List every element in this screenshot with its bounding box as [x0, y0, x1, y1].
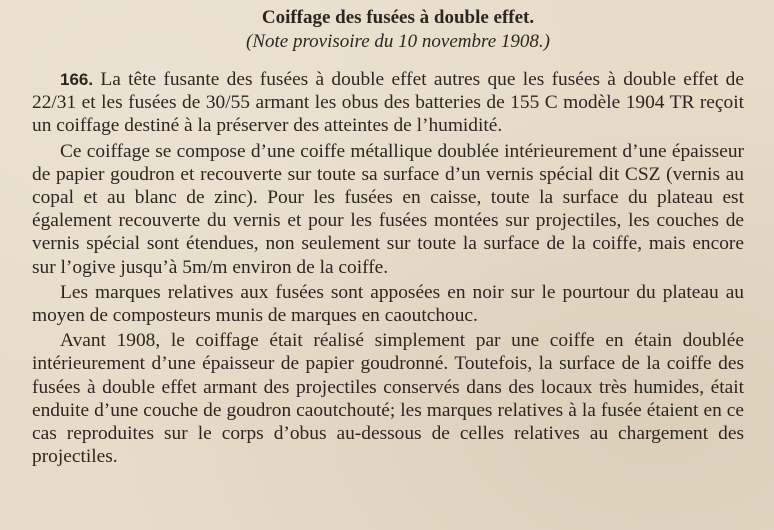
- paragraph-text: Avant 1908, le coiffage était réalisé simplement par une coiffe en étain doublée intérieurement d’une épaisseur de papier goudronné. Toutefois, la surface de la coiffe des fusées à double effet armant des projectiles conservés dans des locaux très humides, était enduite d’une couche de goudron caoutchouté; les marques relatives à la fusée étaient en ce cas reproduites sur le corps d’obus au-dessous de celles relatives au chargement des projectiles.: [32, 330, 744, 468]
- paragraph-2: [32, 140, 744, 279]
- paragraph-text: Ce coiffage se compose d’une coiffe métallique doublée intérieurement d’une épaisseur de papier goudron et recouverte sur toute sa surface d’un vernis spécial dit CSZ (vernis au copal et au blanc de zinc). Pour les fusées en caisse, toute la surface du plateau est également recouverte du vernis et pour les fusées montées sur projectiles, les couches de vernis spécial sont étendues, non seulement sur toute la surface de la coiffe, mais encore sur l’ogive jusqu’à 5m/m environ de la coiffe.: [32, 140, 744, 278]
- paragraph-text: La tête fusante des fusées à double effet autres que les fusées à double effet de 22/31 et les fusées de 30/55 armant les obus des batteries de 155 C modèle 1904 TR reçoit un coiffage destiné à la préserver des atteintes de l’humidité.: [32, 69, 744, 137]
- page-title: Coiffage des fusées à double effet.: [261, 7, 535, 28]
- paragraph-text: Les marques relatives aux fusées sont apposées en noir sur le pourtour du plateau au moyen de composteurs munis de marques en caoutchouc.: [32, 281, 744, 327]
- paragraph-3: [32, 281, 744, 327]
- page-subtitle: (Note provisoire du 10 novembre 1908.): [246, 31, 550, 52]
- paragraph-1: [32, 68, 744, 138]
- paragraph-4: [32, 329, 744, 468]
- paragraph-number: 166.: [60, 70, 94, 89]
